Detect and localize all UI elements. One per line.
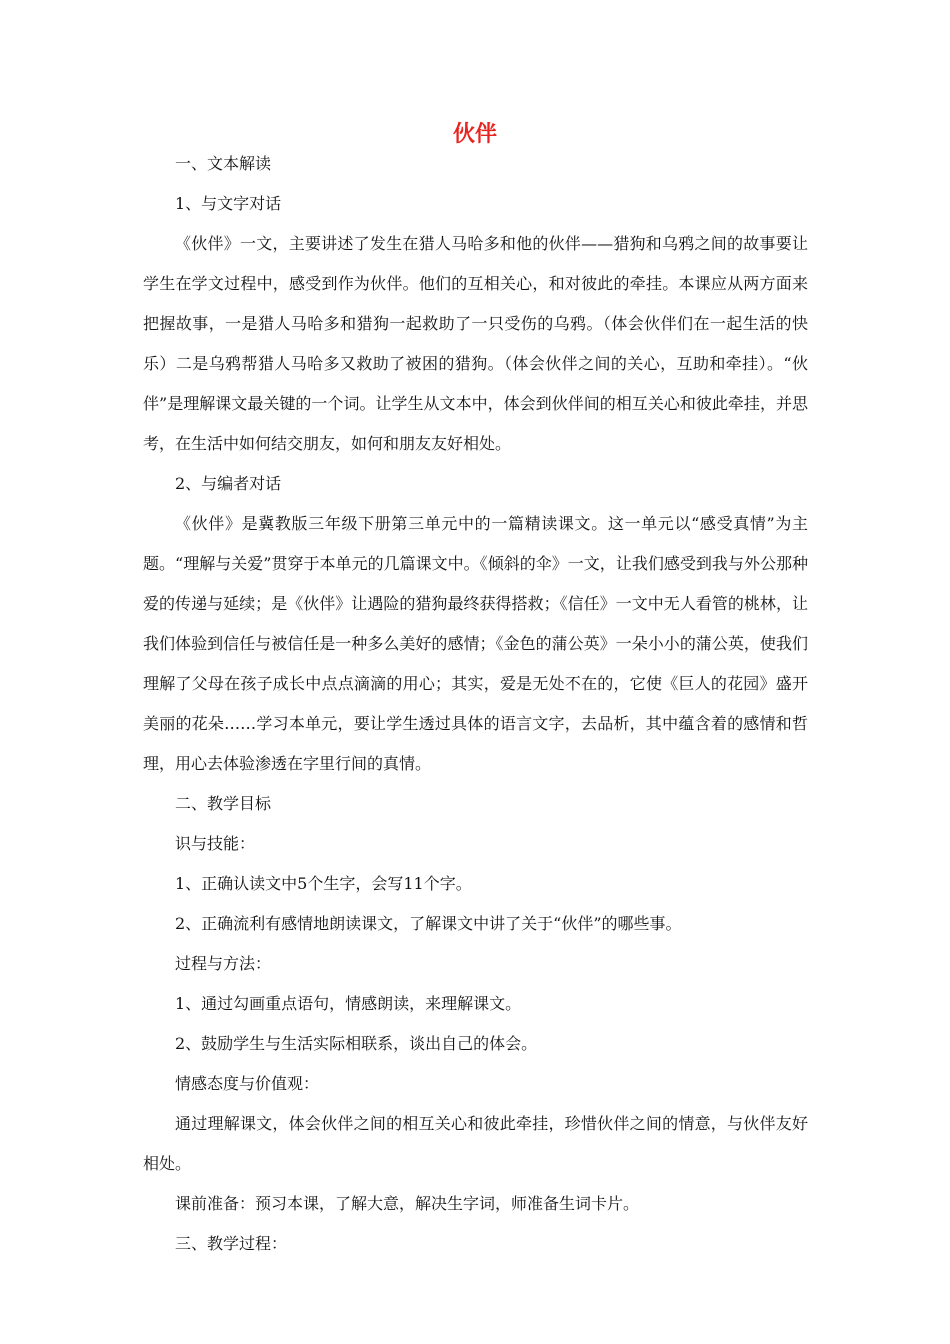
section-heading-3: 三、教学过程： [175,1234,288,1253]
preparation-text: 课前准备：预习本课，了解大意，解决生字词，师准备生词卡片。 [175,1194,640,1213]
goal-item: 2、正确流利有感情地朗读课文，了解课文中讲了关于“伙伴”的哪些事。 [175,914,682,933]
document-title: 伙伴 [452,122,497,147]
subheading-text-dialogue: 1、与文字对话 [175,194,282,213]
subheading-editor-dialogue: 2、与编者对话 [175,474,282,493]
section-heading-2: 二、教学目标 [175,794,272,813]
goal-item: 通过理解课文，体会伙伴之间的相互关心和彼此牵挂，珍惜伙伴之间的情意，与伙伴友好相处。 [143,1114,808,1173]
goal-item: 1、正确认读文中5个生字，会写11个字。 [175,874,472,893]
knowledge-skills-heading: 识与技能： [175,834,256,853]
goal-item: 2、鼓励学生与生活实际相联系，谈出自己的体会。 [175,1034,538,1053]
paragraph-1: 《伙伴》一文，主要讲述了发生在猎人马哈多和他的伙伴——猎狗和乌鸦之间的故事要让学生在学文过程中，感受到作为伙伴。他们的互相关心，和对彼此的牵挂。本课应从两方面来把握故事，一是猎人马哈多和猎狗一起救助了一只受伤的乌鸦。（体会伙伴们在一起生活的快乐）二是乌鸦帮猎人马哈多又救助了被困的猎狗。（体会伙伴之间的关心，互助和牵挂）。“伙伴”是理解课文最关键的一个词。让学生从文本中，体会到伙伴间的相互关心和彼此牵挂，并思考，在生活中如何结交朋友，如何和朋友友好相处。 [143,234,808,453]
process-method-heading: 过程与方法： [175,954,272,973]
goal-item: 1、通过勾画重点语句，情感朗读，来理解课文。 [175,994,522,1013]
section-heading-1: 一、文本解读 [175,154,272,173]
paragraph-2: 《伙伴》是冀教版三年级下册第三单元中的一篇精读课文。这一单元以“感受真情”为主题。“理解与关爱”贯穿于本单元的几篇课文中。《倾斜的伞》一文，让我们感受到我与外公那种爱的传递与延续；是《伙伴》让遇险的猎狗最终获得搭救；《信任》一文中无人看管的桃林，让我们体验到信任与被信任是一种多么美好的感情；《金色的蒲公英》一朵小小的蒲公英，使我们理解了父母在孩子成长中点点滴滴的用心；其实，爱是无处不在的，它使《巨人的花园》盛开美丽的花朵……学习本单元，要让学生透过具体的语言文字，去品析，其中蕴含着的感情和哲理，用心去体验渗透在字里行间的真情。 [143,514,808,773]
emotion-values-heading: 情感态度与价值观： [175,1074,320,1093]
document-body [143,144,808,1264]
